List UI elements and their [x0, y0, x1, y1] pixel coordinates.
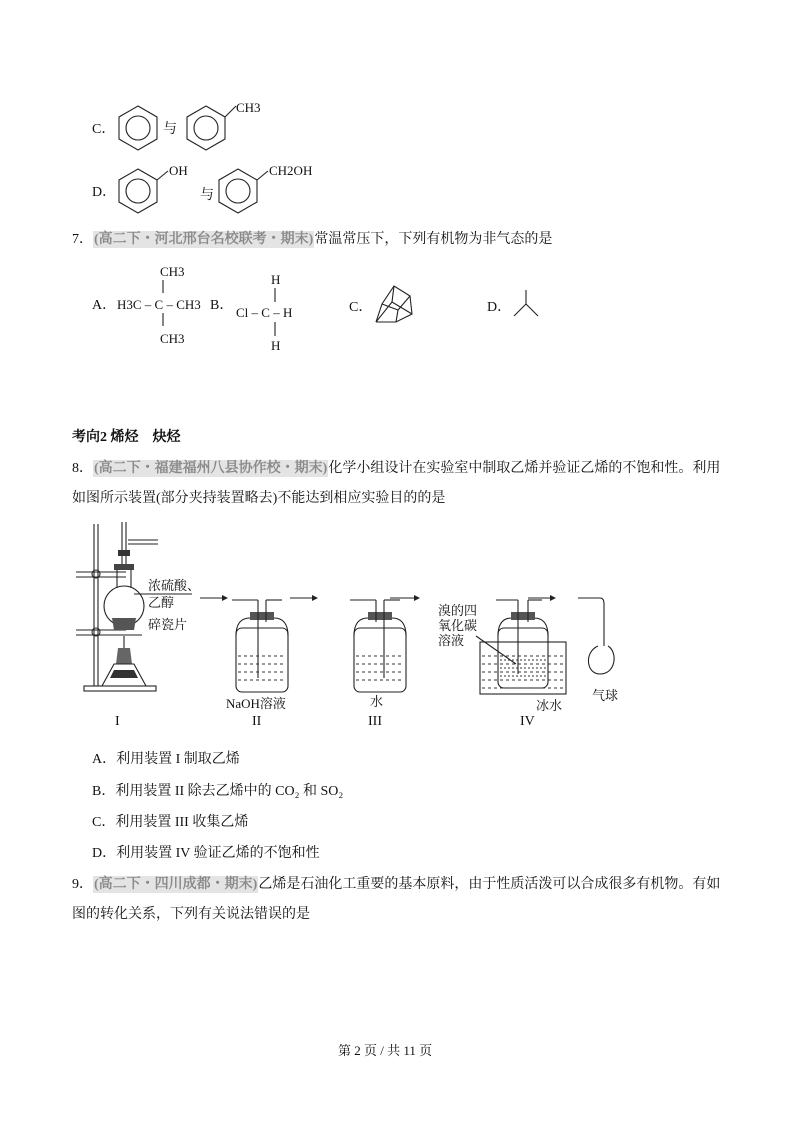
label-bromine-1: 溴的四	[438, 603, 478, 618]
q8-option-c: C．利用装置 III 收集乙烯	[92, 815, 249, 830]
device-i-numeral: I	[115, 714, 120, 729]
benzyl-substituent: CH2OH	[269, 163, 313, 178]
q7-option-b-letter: B．	[210, 298, 234, 313]
label-chips: 碎瓷片	[148, 617, 188, 632]
q6-option-d-conj: 与	[200, 188, 214, 203]
q8-source-tag: (高二下・福建福州八县协作校・期末)	[94, 461, 328, 476]
q9-line-1	[72, 873, 720, 893]
q7-a-middle: H3C – C – CH3	[117, 297, 201, 312]
q6-option-c-conj: 与	[163, 122, 177, 137]
q7-option-d-letter: D．	[487, 300, 512, 315]
q9-stem-2: 图的转化关系，下列有关说法错误的是	[72, 907, 310, 922]
isobutane-structure	[512, 288, 542, 320]
label-acid-2: 乙醇	[148, 595, 175, 610]
phenol-substituent: OH	[169, 163, 188, 178]
label-balloon: 气球	[592, 688, 619, 703]
q8-stem-2: 如图所示装置(部分夹持装置略去)不能达到相应实验目的的是	[72, 491, 446, 506]
q7-b-top: H	[271, 272, 281, 287]
q7-a-top: CH3	[160, 264, 185, 279]
q8-option-d: D．利用装置 IV 验证乙烯的不饱和性	[92, 846, 320, 861]
q8-option-a: A．利用装置 I 制取乙烯	[92, 752, 240, 767]
device-iii-numeral: III	[368, 714, 382, 729]
toluene-structure	[184, 100, 264, 152]
q9-number: 9．	[72, 877, 93, 892]
q7-a-bottom: CH3	[160, 331, 185, 346]
label-acid-1: 浓硫酸、	[148, 578, 201, 593]
device-iv-numeral: IV	[520, 714, 535, 729]
q8-number: 8．	[72, 461, 93, 476]
q7-b-bottom: H	[271, 338, 281, 353]
label-ice-water: 冰水	[536, 698, 563, 713]
label-naoh: NaOH溶液	[226, 696, 286, 711]
q8-apparatus-figure	[72, 518, 642, 733]
q7-option-c-letter: C．	[349, 300, 373, 315]
benzyl-alcohol-structure	[216, 163, 326, 215]
q7-source-tag: (高二下・河北邢台名校联考・期末)	[94, 232, 314, 247]
label-bromine-3: 溶液	[438, 633, 465, 648]
benzene-structure	[116, 104, 164, 150]
section-heading: 考向2 烯烃 炔烃	[72, 430, 181, 445]
q8-stem-1: 化学小组设计在实验室中制取乙烯并验证乙烯的不饱和性。利用	[328, 461, 721, 476]
q6-option-c-letter: C．	[92, 122, 116, 137]
q6-option-d-letter: D．	[92, 185, 117, 200]
toluene-substituent: CH3	[236, 100, 261, 115]
label-bromine-2: 氧化碳	[438, 618, 478, 633]
phenol-structure	[116, 163, 196, 215]
q7-stem: 常温常压下，下列有机物为非气态的是	[314, 232, 553, 247]
page-footer: 第 2 页 / 共 11 页	[338, 1043, 433, 1058]
q9-stem-1: 乙烯是石油化工重要的基本原料，由于性质活泼可以合成很多有机物。有如	[258, 877, 721, 892]
device-ii-numeral: II	[252, 714, 262, 729]
q7-b-middle: Cl – C – H	[236, 305, 293, 320]
q7-number: 7．	[72, 232, 93, 247]
q8-line-1	[72, 457, 720, 477]
adamantane-structure	[372, 282, 418, 324]
q7-option-a-letter: A．	[92, 298, 117, 313]
q7-line	[72, 228, 552, 248]
q7-option-b	[210, 270, 320, 360]
label-water: 水	[370, 694, 384, 709]
q9-source-tag: (高二下・四川成都・期末)	[94, 877, 258, 892]
q8-option-b: B．利用装置 II 除去乙烯中的 CO₂ 和 SO₂	[92, 784, 344, 799]
